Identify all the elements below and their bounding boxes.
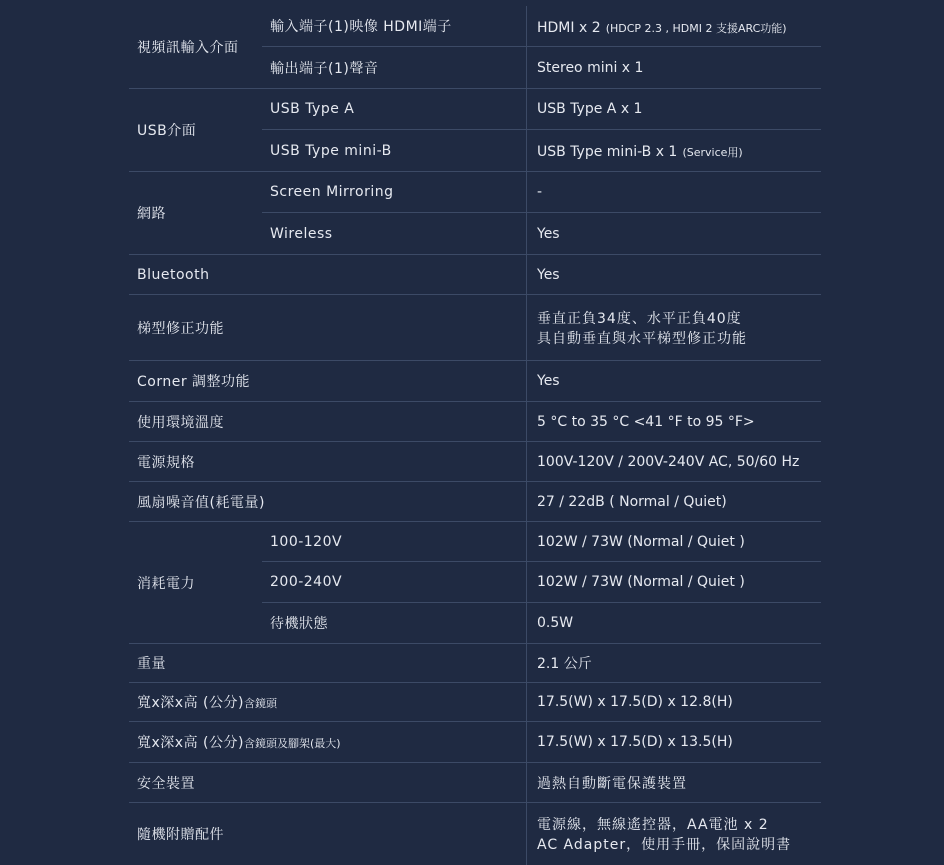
spec-value-cell: [526, 803, 821, 865]
spec-label: Corner 調整功能: [137, 374, 251, 390]
spec-label: 風扇噪音值(耗電量): [137, 494, 265, 511]
spec-value-line2: AC Adapter，使用手冊，保固說明書: [537, 837, 792, 853]
spec-value: 0.5W: [537, 615, 574, 631]
spec-row: [262, 172, 821, 213]
spec-row-accessories: [129, 803, 821, 865]
spec-value: Stereo mini x 1: [537, 59, 644, 76]
spec-label-main: 寬x深x高 (公分): [137, 735, 244, 751]
spec-group-video-io: [129, 6, 821, 89]
spec-value-cell: [526, 361, 821, 401]
spec-value: 17.5(W) x 17.5(D) x 12.8(H): [537, 694, 733, 710]
spec-value-cell: [526, 603, 821, 643]
spec-label: 梯型修正功能: [137, 320, 224, 337]
spec-value-cell: [526, 482, 821, 521]
spec-value-line2: 具自動垂直與水平梯型修正功能: [537, 330, 747, 347]
spec-label: [129, 692, 526, 712]
spec-value-cell: [526, 6, 821, 46]
spec-value-cell: [526, 213, 821, 254]
spec-value: -: [537, 184, 543, 200]
spec-row: [262, 6, 821, 47]
spec-row: [262, 47, 821, 88]
group-label: 視頻訊輸入介面: [137, 40, 239, 56]
spec-value: Yes: [537, 225, 560, 242]
spec-sublabel: 100-120V: [270, 533, 343, 550]
spec-sublabel: Screen Mirroring: [270, 184, 394, 200]
spec-value-cell: [526, 644, 821, 682]
spec-sublabel: 待機狀態: [270, 616, 328, 632]
spec-label: 重量: [137, 656, 166, 672]
spec-value-cell: [526, 47, 821, 88]
spec-row-weight: [129, 644, 821, 683]
spec-row: [262, 603, 821, 643]
spec-row-keystone: [129, 295, 821, 361]
group-label: USB介面: [137, 123, 197, 139]
spec-value-cell: [526, 522, 821, 561]
spec-label: 隨機附贈配件: [137, 827, 224, 843]
spec-value-cell: [526, 255, 821, 294]
spec-sublabel: 200-240V: [270, 574, 343, 590]
spec-value-cell: [526, 89, 821, 129]
spec-row: [262, 89, 821, 130]
spec-value-cell: [526, 683, 821, 721]
spec-row-bluetooth: [129, 255, 821, 295]
group-label: 網路: [137, 206, 166, 222]
spec-value: 過熱自動斷電保護裝置: [537, 775, 687, 792]
spec-value: 102W / 73W (Normal / Quiet ): [537, 574, 745, 590]
spec-value-cell: [526, 295, 821, 360]
spec-label: 電源規格: [137, 454, 195, 471]
spec-row-power: [129, 442, 821, 482]
spec-sublabel: 輸出端子(1)聲音: [270, 60, 379, 77]
spec-value: Yes: [537, 266, 560, 283]
spec-value-cell: [526, 763, 821, 802]
spec-group-network: [129, 172, 821, 255]
spec-row-dimensions: [129, 683, 821, 722]
spec-row: [262, 213, 821, 254]
spec-note: (HDCP 2.3 , HDMI 2 支援ARC功能): [605, 21, 787, 35]
spec-value: 102W / 73W (Normal / Quiet ): [537, 533, 745, 550]
spec-value: HDMI x 2: [537, 19, 601, 36]
spec-row-fan-noise: [129, 482, 821, 522]
spec-group-consumption: [129, 522, 821, 644]
spec-value-line1: 電源線，無線遙控器，AA電池 x 2: [537, 817, 769, 833]
spec-value: USB Type A x 1: [537, 101, 643, 117]
spec-value: 27 / 22dB ( Normal / Quiet): [537, 493, 727, 510]
spec-row: [262, 522, 821, 562]
spec-row-temp: [129, 402, 821, 442]
spec-value-cell: [526, 402, 821, 441]
spec-row: [262, 562, 821, 603]
spec-group-usb: [129, 89, 821, 172]
spec-row-dimensions-stand: [129, 722, 821, 763]
spec-label: 安全裝置: [137, 775, 195, 792]
spec-value: 5 °C to 35 °C <41 °F to 95 °F>: [537, 413, 755, 430]
spec-label: Bluetooth: [137, 266, 210, 283]
group-label: 消耗電力: [137, 575, 195, 592]
spec-sublabel: 輸入端子(1)映像 HDMI端子: [270, 19, 452, 35]
spec-value-cell: [526, 172, 821, 212]
spec-value-line1: 垂直正負34度、水平正負40度: [537, 310, 742, 327]
spec-value-cell: [526, 442, 821, 481]
spec-label-small: 含鏡頭: [243, 697, 277, 710]
spec-label: 使用環境溫度: [137, 414, 224, 431]
spec-label-main: 寬x深x高 (公分): [137, 695, 244, 711]
spec-value: 2.1 公斤: [537, 656, 592, 672]
spec-value-cell: [526, 130, 821, 171]
spec-sublabel: USB Type A: [270, 101, 355, 117]
spec-label-small: 含鏡頭及腳架(最大): [243, 737, 341, 750]
spec-value: USB Type mini-B x 1: [537, 144, 678, 160]
spec-label: [129, 732, 526, 752]
spec-row: [262, 130, 821, 171]
spec-value-cell: [526, 722, 821, 762]
spec-note: (Service用): [682, 146, 743, 159]
spec-table: [129, 6, 821, 865]
spec-value-cell: [526, 562, 821, 602]
spec-row-safety: [129, 763, 821, 803]
spec-value: 17.5(W) x 17.5(D) x 13.5(H): [537, 734, 733, 750]
spec-value: Yes: [537, 373, 560, 389]
spec-sublabel: USB Type mini-B: [270, 142, 392, 159]
spec-sublabel: Wireless: [270, 225, 333, 242]
spec-row-corner: [129, 361, 821, 402]
spec-value: 100V-120V / 200V-240V AC, 50/60 Hz: [537, 453, 800, 470]
